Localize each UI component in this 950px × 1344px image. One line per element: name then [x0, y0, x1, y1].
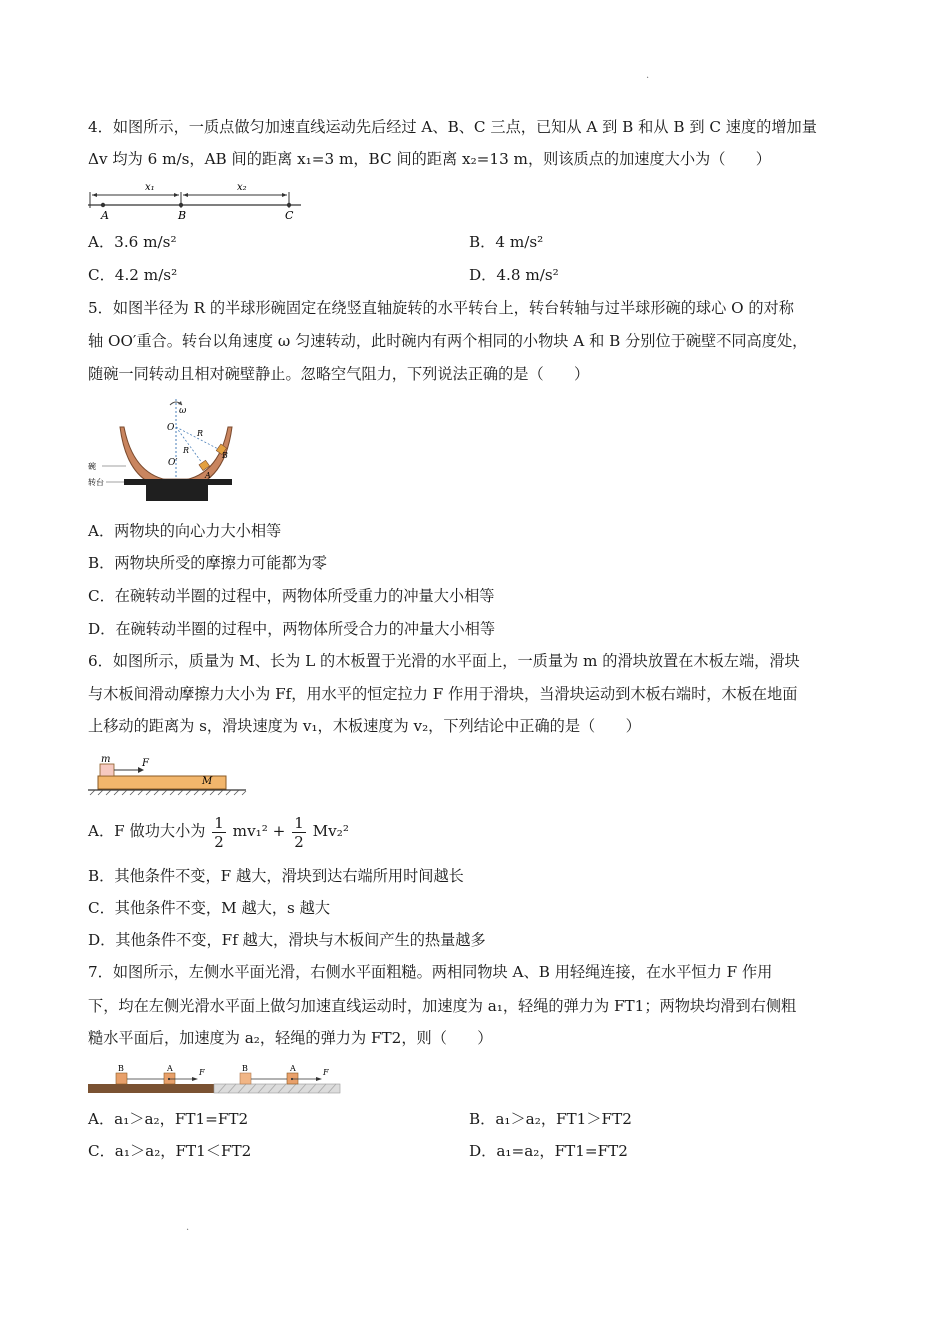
q7-stem-line3: 糙水平面后，加速度为 a₂，轻绳的弹力为 FT2，则（ ） [88, 1029, 493, 1047]
header-dot: . [646, 70, 650, 81]
q5-fig-b-label: B [222, 451, 228, 460]
q6-option-c: C．其他条件不变，M 越大，s 越大 [88, 899, 331, 917]
q4-fig-point-b [179, 203, 183, 207]
q6-fig-f-label: F [142, 758, 149, 769]
q6-stem-line2: 与木板间滑动摩擦力大小为 Ff，用水平的恒定拉力 F 作用于滑块，当滑块运动到木板右端时，木板在地面 [88, 685, 798, 703]
q6-option-a-denominator-2: 2 [294, 832, 304, 851]
q5-fig-o: O [167, 423, 175, 433]
q4-fig-point-a [101, 203, 105, 207]
q6-fig-hatching [90, 790, 246, 795]
q7-stem-line1: 7．如图所示，左侧水平面光滑，右侧水平面粗糙。两相同物块 A、B 用轻绳连接，在水平恒力 F 作用 [88, 963, 773, 981]
footer-dot: . [186, 1222, 190, 1233]
q5-fig-omega: ω [179, 406, 187, 416]
q4-figure [88, 178, 303, 222]
q5-fig-turntable-label: 转台 [88, 478, 104, 487]
q5-stem-line2: 轴 OO′重合。转台以角速度 ω 匀速转动，此时碗内有两个相同的小物块 A 和 B 分别位于碗壁不同高度处， [88, 332, 808, 350]
q4-fig-x2-label: x₂ [237, 182, 247, 193]
q5-fig-r-label-2: R [197, 429, 204, 438]
q4-stem-line1: 4．如图所示，一质点做匀加速直线运动先后经过 A、B、C 三点，已知从 A 到 B 和从 B 到 C 速度的增加量 [88, 118, 817, 136]
q6-fig-m-label: m [101, 754, 111, 765]
q7-option-a: A．a₁＞a₂，FT1=FT2 [88, 1110, 249, 1128]
q6-option-a-denominator-1: 2 [214, 832, 224, 851]
q7-fig-block-b-left [116, 1073, 127, 1084]
q5-fig-r-label-1: R [183, 446, 190, 455]
q4-fig-point-c [287, 203, 291, 207]
q7-fig-b-label-1: B [118, 1064, 124, 1073]
q6-option-a-term-1: mv₁² + [232, 822, 286, 840]
q5-option-c: C．在碗转动半圈的过程中，两物体所受重力的冲量大小相等 [88, 587, 495, 605]
q4-fig-x1-label: x₁ [145, 182, 155, 193]
q4-fig-a-label: A [101, 209, 109, 222]
q7-figure [88, 1062, 342, 1096]
q5-figure [88, 393, 238, 505]
q4-option-c: C．4.2 m/s² [88, 266, 178, 284]
q5-fig-o-prime: O′ [168, 458, 178, 468]
q7-option-d: D．a₁=a₂，FT1=FT2 [469, 1142, 628, 1160]
q6-stem-line3: 上移动的距离为 s，滑块速度为 v₁，木板速度为 v₂，下列结论中正确的是（ ） [88, 717, 641, 735]
q6-figure [88, 752, 248, 798]
q6-option-a-numerator-2: 1 [294, 813, 304, 832]
q5-stem-line1: 5．如图半径为 R 的半球形碗固定在绕竖直轴旋转的水平转台上，转台转轴与过半球形碗的球心 O 的对称 [88, 299, 794, 317]
q5-fig-turntable-body [146, 485, 208, 501]
q6-fig-big-m-label: M [202, 776, 213, 787]
q6-stem-line1: 6．如图所示，质量为 M、长为 L 的木板置于光滑的水平面上，一质量为 m 的滑块放置在木板左端，滑块 [88, 652, 800, 670]
q7-fig-a-label-1: A [167, 1064, 173, 1073]
q7-option-c: C．a₁＞a₂，FT1＜FT2 [88, 1142, 252, 1160]
q5-option-d: D．在碗转动半圈的过程中，两物体所受合力的冲量大小相等 [88, 620, 496, 638]
q6-option-a-fraction-2 [292, 814, 306, 851]
q7-fig-rough-surface [214, 1084, 340, 1093]
q5-stem-line3: 随碗一同转动且相对碗壁静止。忽略空气阻力，下列说法正确的是（ ） [88, 365, 590, 383]
q6-option-a-term-2: Mv₂² [312, 822, 349, 840]
q7-fig-f-label-2: F [323, 1068, 329, 1077]
q7-fig-block-b-right [240, 1073, 251, 1084]
q7-option-b: B．a₁＞a₂，FT1＞FT2 [469, 1110, 632, 1128]
q4-option-a: A．3.6 m/s² [88, 233, 177, 251]
q6-fig-slider [100, 764, 114, 776]
q6-option-a [88, 811, 349, 851]
q5-fig-a-label: A [205, 471, 211, 480]
q6-option-d: D．其他条件不变，Ff 越大，滑块与木板间产生的热量越多 [88, 931, 486, 949]
q7-fig-a-label-2: A [290, 1064, 296, 1073]
q4-option-b: B．4 m/s² [469, 233, 544, 251]
q6-option-a-numerator-1: 1 [214, 813, 224, 832]
q7-fig-smooth-surface [88, 1084, 214, 1093]
q7-fig-b-label-2: B [242, 1064, 248, 1073]
q5-fig-turntable-top [124, 479, 232, 485]
q5-fig-bowl-label: 碗 [88, 462, 96, 471]
q6-option-a-fraction-1 [212, 814, 226, 851]
q4-option-d: D．4.8 m/s² [469, 266, 559, 284]
q5-option-a: A．两物块的向心力大小相等 [88, 522, 282, 540]
q5-option-b: B．两物块所受的摩擦力可能都为零 [88, 554, 327, 572]
q6-option-a-prefix: A．F 做功大小为 [88, 822, 206, 840]
q4-fig-b-label: B [178, 209, 187, 222]
q4-fig-c-label: C [285, 209, 294, 222]
q7-fig-f-label-1: F [199, 1068, 205, 1077]
q7-stem-line2: 下，均在左侧光滑水平面上做匀加速直线运动时，加速度为 a₁，轻绳的弹力为 FT1；两物块均滑到右侧粗 [88, 997, 797, 1015]
q4-stem-line2: Δv 均为 6 m/s，AB 间的距离 x₁=3 m，BC 间的距离 x₂=13 m，则该质点的加速度大小为（ ） [88, 150, 771, 168]
q6-option-b: B．其他条件不变，F 越大，滑块到达右端所用时间越长 [88, 867, 464, 885]
